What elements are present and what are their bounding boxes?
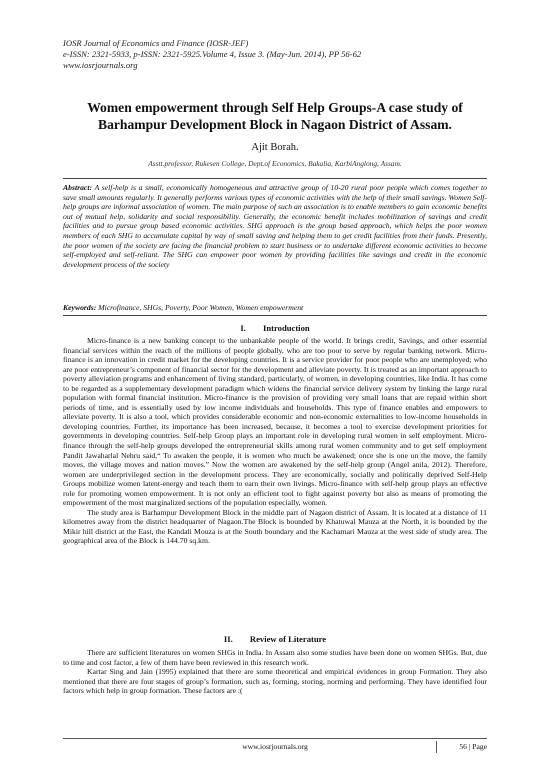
journal-name: IOSR Journal of Economics and Finance (IOSR-JEF) xyxy=(63,38,249,48)
intro-paragraph-1: Micro-finance is a new banking concept to the unbankable people of the world. It brings credit, Savings, and other essential financial services within the reach of the millions of people globally, who are too poor to serve by regular banking network. Micro-finance is an innovation in credit market for the developing countries. It is a service provider for poor people who are unemployed; who are poor entrepreneur’s component of financial sector for the development and alleviate poverty. It is treated as an important approach to poverty alleviation programs and enhancement of living standard, particularly, of women, in developing countries, like India. It has come to be regarded as a supplementary development paradigm which widens the financial service delivery system by linking the large rural population with formal financial institution. Micro-finance is the provision of providing very small loans that are repaid within short periods of time, and is essentially used by low income individuals and households. This type of finance enables and empowers to alleviate poverty. It is also a tool, which provides considerable economic and non-economic externalities to low-income households in developing countries. Further, its importance has been increased, because, it becomes a tool to exercise development priorities for governments in developing countries. Self-help Group plays an important role in developing rural women in self employment. Micro-finance through the self-help groups developed the entrepreneurial skills among rural women community and to get self employment Pandit Jawaharlal Nehru said,“ To awaken the people, it is women who much be awakened; once she is one on the move, the family moves, the village moves and nation moves.” Now the women are awakened by the self-help group (Angel anila, 2012). Therefore, women are underprivileged section in the development process. They are economically, socially and politically deprived Self-Help Groups mobilize women latent-energy and teach them to earn their own livings. Micro-finance with self-help group plays an effective role for promoting women empowerment. It is not only an efficient tool to fight against poverty but also as means of promoting the empowerment of the most marginalized sections of the population especially, women. xyxy=(63,336,487,508)
abstract-bottom-rule xyxy=(63,315,487,316)
abstract xyxy=(63,183,487,269)
abstract-top-rule xyxy=(63,178,487,179)
abstract-text: A self-help is a small, economically homogeneous and attractive group of 10-20 rural poor people which comes together to save small amounts regularly. It generally performs various types of economic activities with the help of their small savings. Women Self-help groups are informal association of women. The main purpose of such an association is to enable members to gain economic benefits out of mutual help, solidarity and social responsibility. Generally, the economic benefit includes mobilization of savings and credit facilities and to pursue group based economic activities. SHG approach is the group based approach, which helps the poor women members of each SHG to accumulate capital by way of small saving and helping them to get credit facilities from their funds. Presently, the poor women of the society are facing the financial problem to start business or to undertake different economic activities to become self-employed and self-reliant. The SHG can empower poor women by providing facilities like savings and credit in the economic development process of the society xyxy=(63,183,487,269)
paper-title: Women empowerment through Self Help Groups-A case study of Barhampur Development Block in Nagaon District of Assam. xyxy=(87,100,463,132)
keywords-text: Microfinance, SHGs, Poverty, Poor Women, Women empowerment xyxy=(98,303,304,312)
author-name: Ajit Borah. xyxy=(251,142,299,153)
keywords-label: Keywords: xyxy=(63,303,97,312)
author-affiliation: Asstt.professor, Rukesen College, Dept.of Economics, Bakalia, KarbiAnglong, Assam. xyxy=(148,159,402,168)
abstract-label: Abstract: xyxy=(63,183,93,192)
review-heading: II. Review of Literature xyxy=(223,634,327,644)
page-number: 56 | Page xyxy=(459,742,487,751)
review-paragraph-1: There are sufficient literatures on women SHGs in India. In Assam also some studies have been done on women SHGs. But, due to time and cost factor, a few of them have been reviewed in this research work. xyxy=(63,648,487,667)
footer-url[interactable]: www.iosrjournals.org xyxy=(242,742,308,751)
intro-heading: I. Introduction xyxy=(240,323,310,333)
review-paragraph-2: Kartar Sing and Jain (1995) explained that there are some theoretical and empirical evidences in group Formation. They also mentioned that there are four stages of group’s formation, such as, forming, storing, norming and performing. They have identified four factors which help in group formation. These factors are :( xyxy=(63,667,487,696)
intro-paragraph-2: The study area is Barhampur Development Block in the middle part of Nagaon district of Assam. It is located at a distance of 11 kilometres away from the district headquarter of Nagaon.The Block is bounded by Khatuwal Mauza at the North, it is bounded by the Mikir hill district at the East, the Kandali Mouza is at the South boundary and the Kachamari Mauza at the west side of study area. The geographical area of the Block is 144.70 sq.km. xyxy=(63,507,487,546)
journal-issn: e-ISSN: 2321-5933, p-ISSN: 2321-5925.Volume 4, Issue 3. (May-Jun. 2014), PP 56-62 xyxy=(63,49,362,59)
footer-rule xyxy=(63,738,487,739)
journal-website: www.iosrjournals.org xyxy=(63,60,138,70)
review-body xyxy=(63,648,487,696)
keywords xyxy=(63,303,487,313)
journal-header xyxy=(63,38,361,71)
intro-body xyxy=(63,336,487,546)
